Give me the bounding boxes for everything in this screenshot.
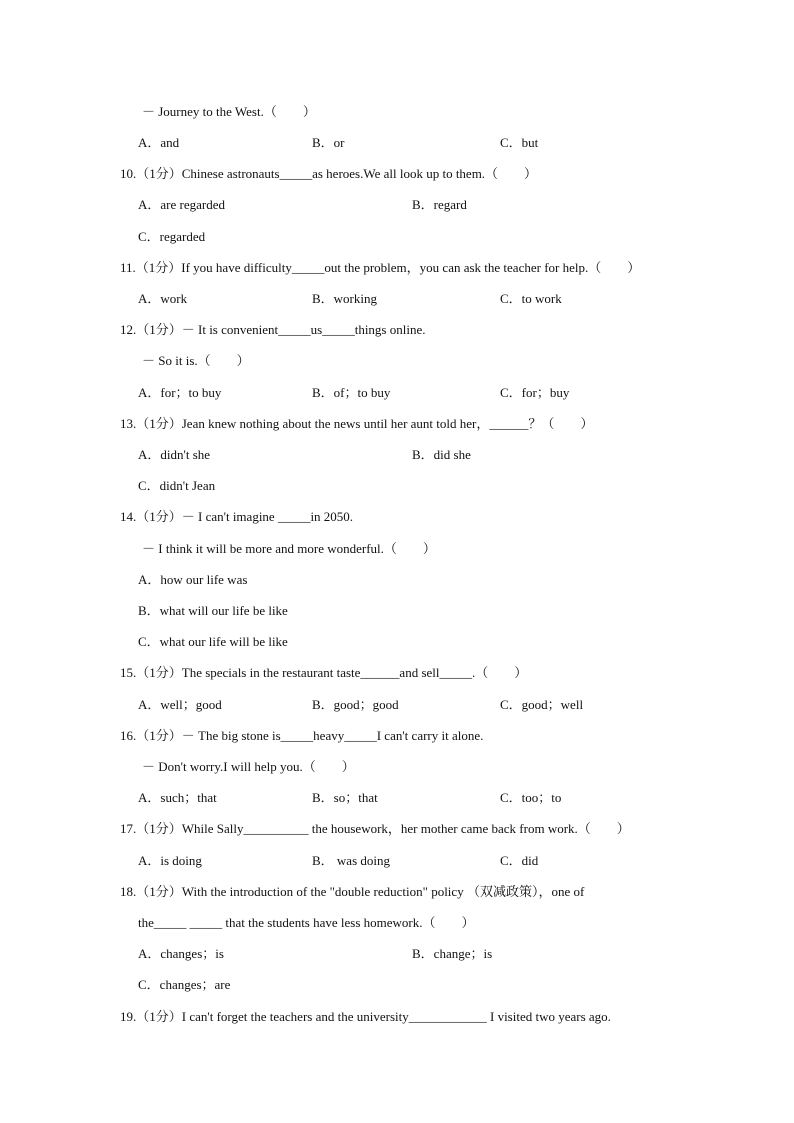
q16-stem: 16.（1分）－ The big stone is_____heavy_____I can't carry it alone. (120, 728, 484, 743)
q18-stem-line2: the_____ _____ that the students have less homework.（ ） (138, 915, 475, 930)
q12-stem-line2: － So it is.（ ） (142, 353, 250, 368)
q12-option-c[interactable]: C．for；buy (500, 385, 570, 400)
q12-option-b[interactable]: B．of；to buy (312, 385, 391, 400)
q11-option-c[interactable]: C．to work (500, 291, 562, 306)
q14-option-b[interactable]: B．what will our life be like (138, 603, 288, 618)
q14-option-c[interactable]: C．what our life will be like (138, 634, 288, 649)
q18-stem: 18.（1分）With the introduction of the "double reduction" policy （双减政策），one of (120, 884, 585, 899)
q17-stem: 17.（1分）While Sally__________ the housework，her mother came back from work.（ ） (120, 821, 630, 836)
q13-option-c[interactable]: C．didn't Jean (138, 478, 216, 493)
q13-option-a[interactable]: A．didn't she (138, 447, 211, 462)
q16-option-a[interactable]: A．such；that (138, 790, 217, 805)
q18-option-a[interactable]: A．changes；is (138, 946, 224, 961)
q15-option-a[interactable]: A．well；good (138, 697, 222, 712)
q15-option-c[interactable]: C．good；well (500, 697, 584, 712)
q16-option-b[interactable]: B．so；that (312, 790, 378, 805)
q11-option-b[interactable]: B．working (312, 291, 378, 306)
q9-option-b[interactable]: B．or (312, 135, 345, 150)
q14-stem: 14.（1分）－ I can't imagine _____in 2050. (120, 509, 354, 524)
q9-option-c[interactable]: C．but (500, 135, 539, 150)
q18-option-b[interactable]: B．change；is (412, 946, 493, 961)
q11-option-a[interactable]: A．work (138, 291, 188, 306)
q16-option-c[interactable]: C．too；to (500, 790, 562, 805)
q17-option-a[interactable]: A．is doing (138, 853, 202, 868)
q15-option-b[interactable]: B．good；good (312, 697, 399, 712)
q10-option-a[interactable]: A．are regarded (138, 197, 225, 212)
q12-option-a[interactable]: A．for；to buy (138, 385, 222, 400)
q18-option-c[interactable]: C．changes；are (138, 977, 231, 992)
q13-stem: 13.（1分）Jean knew nothing about the news until her aunt told her，______？（ ） (120, 416, 594, 431)
q10-stem: 10.（1分）Chinese astronauts_____as heroes.We all look up to them.（ ） (120, 166, 538, 181)
q19-stem: 19.（1分）I can't forget the teachers and the university____________ I visited two years ago. (120, 1009, 611, 1024)
q10-option-c[interactable]: C．regarded (138, 229, 206, 244)
q11-stem: 11.（1分）If you have difficulty_____out the problem，you can ask the teacher for help.（ ） (120, 260, 641, 275)
q14-option-a[interactable]: A．how our life was (138, 572, 248, 587)
q16-stem-line2: － Don't worry.I will help you.（ ） (142, 759, 355, 774)
q17-option-b[interactable]: B． was doing (312, 853, 391, 868)
q10-option-b[interactable]: B．regard (412, 197, 467, 212)
q12-stem: 12.（1分）－ It is convenient_____us_____things online. (120, 322, 426, 337)
q13-option-b[interactable]: B．did she (412, 447, 471, 462)
q9-option-a[interactable]: A．and (138, 135, 180, 150)
q9-stem-line2: － Journey to the West.（ ） (142, 104, 316, 119)
q14-stem-line2: － I think it will be more and more wonderful.（ ） (142, 541, 436, 556)
q15-stem: 15.（1分）The specials in the restaurant taste______and sell_____.（ ） (120, 665, 528, 680)
q17-option-c[interactable]: C．did (500, 853, 539, 868)
